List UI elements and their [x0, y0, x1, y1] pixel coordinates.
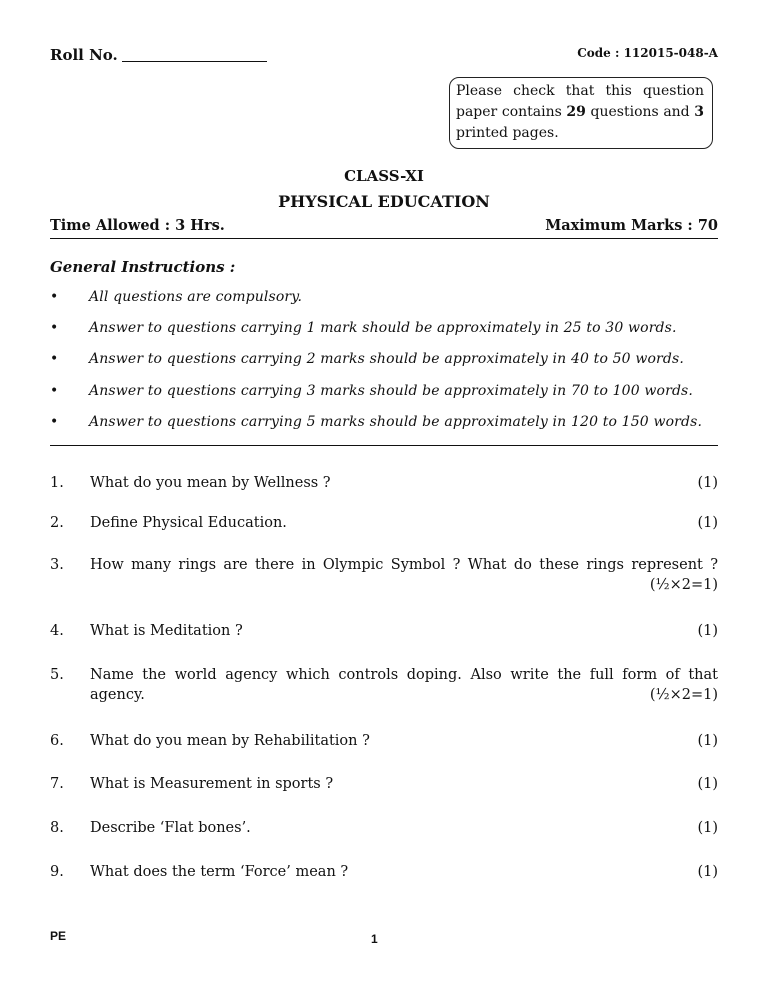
question-text-continued: agency. — [90, 687, 145, 703]
bullet-icon: • — [50, 289, 59, 305]
question-number: 2. — [50, 515, 64, 531]
question-number: 4. — [50, 623, 64, 639]
roll-number-blank — [122, 61, 267, 62]
question-text: How many rings are there in Olympic Symbol ? What do these rings represent ? — [90, 557, 718, 573]
page-count-notice — [449, 77, 713, 149]
question-marks: (1) — [697, 475, 718, 491]
question-number: 3. — [50, 557, 64, 573]
notice-page-count: 3 — [694, 104, 705, 120]
instruction-text: Answer to questions carrying 1 mark should be approximately in 25 to 30 words. — [89, 320, 677, 336]
notice-question-count: 29 — [566, 104, 586, 120]
bullet-icon: • — [50, 320, 59, 336]
question-text: Describe ‘Flat bones’. — [90, 820, 251, 836]
bullet-icon: • — [50, 414, 59, 430]
question-text: What do you mean by Wellness ? — [90, 475, 331, 491]
instruction-text: All questions are compulsory. — [89, 289, 303, 305]
paper-code: Code : 112015-048-A — [577, 46, 718, 60]
instructions-divider — [50, 445, 718, 446]
notice-text-3: printed pages. — [456, 125, 559, 141]
footer-subject-code: PE — [50, 929, 67, 943]
question-marks: (1) — [697, 515, 718, 531]
question-marks: (1) — [697, 733, 718, 749]
roll-number-field — [50, 46, 267, 64]
instruction-text: Answer to questions carrying 3 marks should be approximately in 70 to 100 words. — [89, 383, 693, 399]
question-number: 5. — [50, 667, 64, 683]
question-marks: (1) — [697, 776, 718, 792]
question-text: What do you mean by Rehabilitation ? — [90, 733, 370, 749]
question-number: 9. — [50, 864, 64, 880]
question-marks: (½×2=1) — [649, 687, 718, 703]
notice-text-1: Please check that this question paper contains — [456, 83, 704, 120]
question-text: Define Physical Education. — [90, 515, 287, 531]
notice-text-2: questions and — [585, 104, 695, 120]
question-text: What is Meditation ? — [90, 623, 243, 639]
bullet-icon: • — [50, 383, 59, 399]
roll-number-label: Roll No. — [50, 46, 118, 64]
question-number: 8. — [50, 820, 64, 836]
question-number: 6. — [50, 733, 64, 749]
time-allowed: Time Allowed : 3 Hrs. — [50, 217, 225, 234]
question-marks: (½×2=1) — [649, 577, 718, 593]
subject-title: PHYSICAL EDUCATION — [278, 192, 490, 211]
question-number: 1. — [50, 475, 64, 491]
instruction-text: Answer to questions carrying 2 marks should be approximately in 40 to 50 words. — [89, 351, 684, 367]
class-title: CLASS-XI — [344, 167, 424, 185]
question-text: What is Measurement in sports ? — [90, 776, 334, 792]
question-marks: (1) — [697, 820, 718, 836]
header-divider — [50, 238, 718, 239]
question-marks: (1) — [697, 623, 718, 639]
bullet-icon: • — [50, 351, 59, 367]
page-number: 1 — [371, 932, 378, 946]
question-number: 7. — [50, 776, 64, 792]
question-text: Name the world agency which controls doping. Also write the full form of that — [90, 667, 718, 683]
maximum-marks: Maximum Marks : 70 — [545, 217, 718, 234]
question-text: What does the term ‘Force’ mean ? — [90, 864, 349, 880]
instruction-text: Answer to questions carrying 5 marks should be approximately in 120 to 150 words. — [89, 414, 703, 430]
question-marks: (1) — [697, 864, 718, 880]
instructions-heading: General Instructions : — [50, 258, 236, 276]
